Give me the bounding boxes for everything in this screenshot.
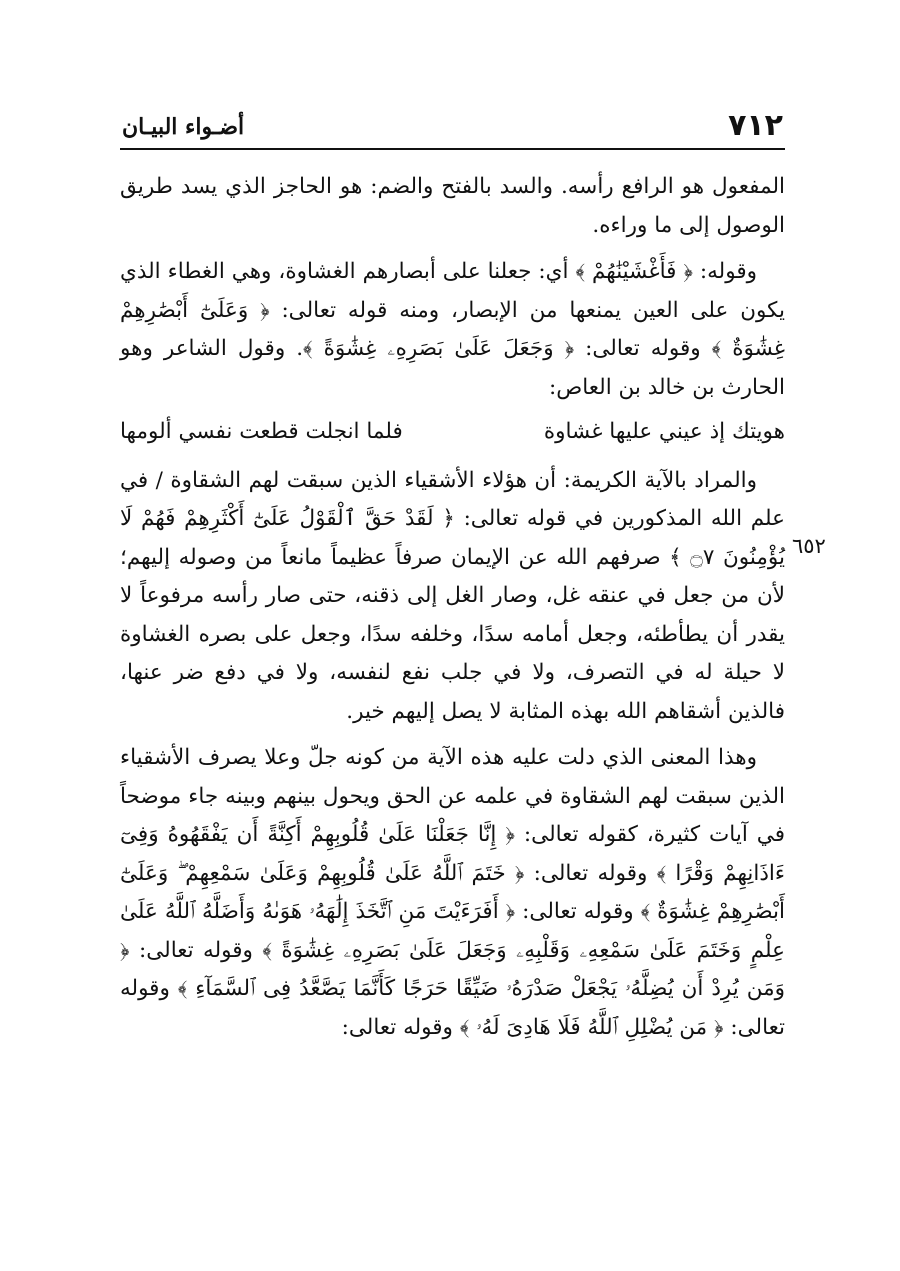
page-body bbox=[120, 168, 785, 1047]
page-header bbox=[120, 104, 785, 150]
paragraph-2: وقوله: ﴿ فَأَغْشَيْنَٰهُمْ ﴾ أي: جعلنا على أبصارهم الغشاوة، وهي الغطاء الذي يكون على العين يمنعها من الإبصار، ومنه قوله تعالى: ﴿ وَعَلَىٰٓ أَبْصَٰرِهِمْ غِشَٰوَةٌ ﴾ وقوله تعالى: ﴿ وَجَعَلَ عَلَىٰ بَصَرِهِۦ غِشَٰوَةً ﴾. وقول الشاعر وهو الحارث بن خالد بن العاص: bbox=[120, 259, 785, 400]
paragraph-4: وهذا المعنى الذي دلت عليه هذه الآية من كونه جلّ وعلا يصرف الأشقياء الذين سبقت لهم الشقاوة في علمه عن الحق ويحول بينهم وبينه جاء موضحاً في آيات كثيرة، كقوله تعالى: ﴿ إِنَّا جَعَلْنَا عَلَىٰ قُلُوبِهِمْ أَكِنَّةً أَن يَفْقَهُوهُ وَفِىٓ ءَاذَانِهِمْ وَقْرًا ﴾ وقوله تعالى: ﴿ خَتَمَ ٱللَّهُ عَلَىٰ قُلُوبِهِمْ وَعَلَىٰ سَمْعِهِمْ ۖ وَعَلَىٰٓ أَبْصَٰرِهِمْ غِشَٰوَةٌ ﴾ وقوله تعالى: ﴿ أَفَرَءَيْتَ مَنِ ٱتَّخَذَ إِلَٰهَهُۥ هَوَىٰهُ وَأَضَلَّهُ ٱللَّهُ عَلَىٰ عِلْمٍ وَخَتَمَ عَلَىٰ سَمْعِهِۦ وَقَلْبِهِۦ وَجَعَلَ عَلَىٰ بَصَرِهِۦ غِشَٰوَةً ﴾ وقوله تعالى: ﴿ وَمَن يُرِدْ أَن يُضِلَّهُۥ يَجْعَلْ صَدْرَهُۥ ضَيِّقًا حَرَجًا كَأَنَّمَا يَصَّعَّدُ فِى ٱلسَّمَآءِ ﴾ وقوله تعالى: ﴿ مَن يُضْلِلِ ٱللَّهُ فَلَا هَادِىَ لَهُۥ ﴾ وقوله تعالى: bbox=[120, 745, 785, 1040]
marginal-page-reference: ٦٥٢ bbox=[792, 534, 826, 558]
running-title: أضـواء البيـان bbox=[122, 114, 245, 140]
paragraph-gap bbox=[120, 731, 785, 739]
verse-first-hemistich: هويتك إذ عيني عليها غشاوة bbox=[543, 419, 785, 444]
page-number: ٧١٢ bbox=[728, 108, 783, 143]
paragraph-gap bbox=[120, 245, 785, 253]
paragraph-1: المفعول هو الرافع رأسه. والسد بالفتح والضم: هو الحاجز الذي يسد طريق الوصول إلى ما وراءه. bbox=[120, 174, 785, 238]
paragraph-3: والمراد بالآية الكريمة: أن هؤلاء الأشقياء الذين سبقت لهم الشقاوة / في علم الله المذكورين في قوله تعالى: ﴿ لَقَدْ حَقَّ ٱلْقَوْلُ عَلَىٰٓ أَكْثَرِهِمْ فَهُمْ لَا يُؤْمِنُونَ ۝٧ ﴾ صرفهم الله عن الإيمان صرفاً عظيماً مانعاً من وصوله إليهم؛ لأن من جعل في عنقه غل، وصار الغل إلى ذقنه، حتى صار رأسه مرفوعاً لا يقدر أن يطأطئه، وجعل أمامه سدًا، وخلفه سدًا، وجعل على بصره الغشاوة لا حيلة له في التصرف، ولا في جلب نفع لنفسه، ولا في دفع ضر عنها، فالذين أشقاهم الله بهذه المثابة لا يصل إليهم خير. bbox=[120, 467, 785, 724]
poetry-verse bbox=[120, 413, 785, 452]
verse-second-hemistich: فلما انجلت قطعت نفسي ألومها bbox=[120, 419, 403, 444]
